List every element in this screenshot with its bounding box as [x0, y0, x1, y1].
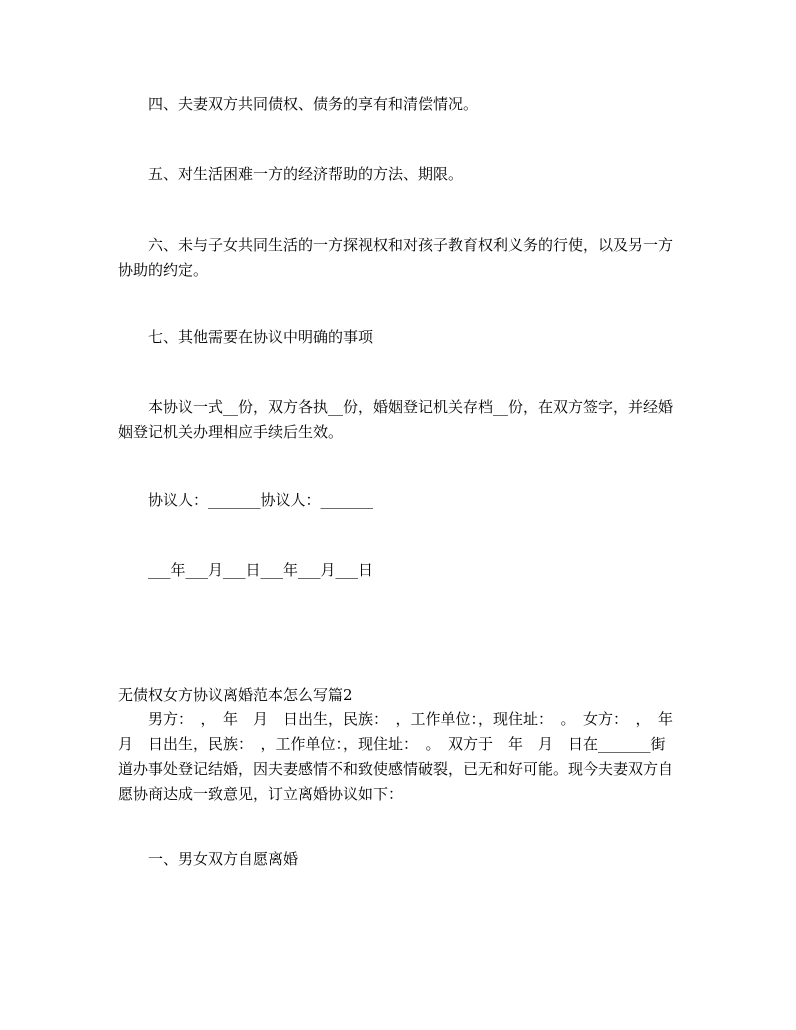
clause-5: 五、对生活困难一方的经济帮助的方法、期限。 [148, 165, 464, 183]
section-title: 无债权女方协议离婚范本怎么写篇2 [118, 686, 353, 704]
clause-6: 六、未与子女共同生活的一方探视权和对孩子教育权利义务的行使，以及另一方协助的约定。 [118, 236, 674, 279]
clause-7: 七、其他需要在协议中明确的事项 [148, 328, 374, 346]
clause-4: 四、夫妻双方共同债权、债务的享有和清偿情况。 [148, 95, 479, 113]
signature-line: 协议人：_______协议人：_______ [148, 491, 374, 509]
section-clause-1: 一、男女双方自愿离婚 [148, 850, 299, 868]
section-intro: 男方： ， 年 月 日出生，民族： ，工作单位：，现住址： 。 女方： ， 年 月 日出生，民族： ，工作单位：，现住址： 。 双方于 年 月 日在_______街道办事处登记结婚，因夫妻感情不和致使感情破裂，已无和好可能。现今夫妻双方自愿协商达成一致意见，订立离婚协议如下： [118, 710, 689, 803]
date-line: ___年___月___日___年___月___日 [148, 561, 374, 579]
copies-clause: 本协议一式__份，双方各执__份，婚姻登记机关存档__份，在双方签字，并经婚姻登记机关办理相应手续后生效。 [118, 398, 674, 441]
